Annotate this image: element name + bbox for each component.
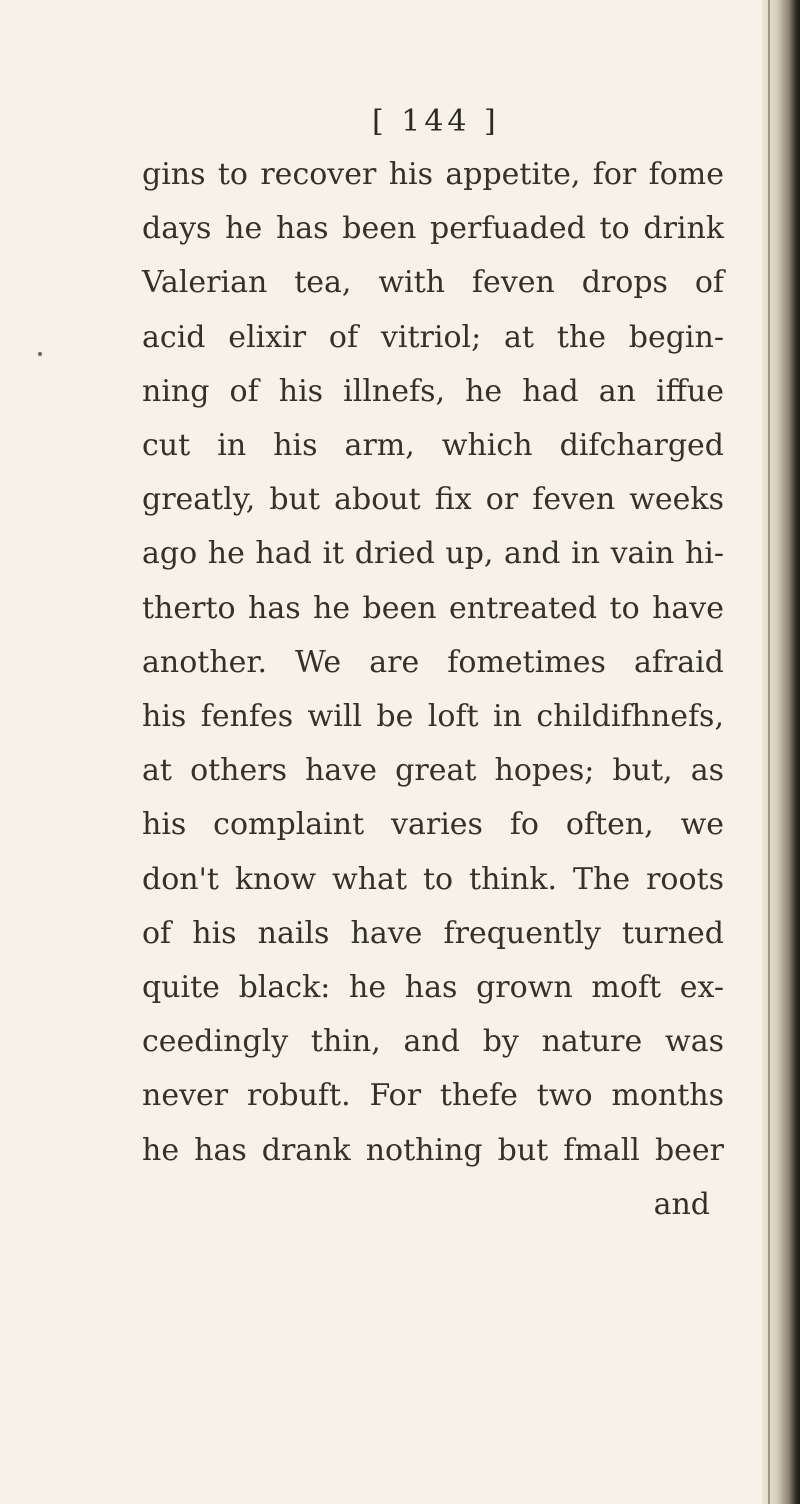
ink-speck bbox=[38, 352, 42, 356]
text-line: ning of his illnefs, he had an iffue bbox=[142, 373, 724, 409]
text-line: his complaint varies fo often, we bbox=[142, 807, 724, 843]
text-line: acid elixir of vitriol; at the begin- bbox=[142, 319, 724, 355]
text-line: greatly, but about fix or feven weeks bbox=[142, 482, 724, 518]
text-line: of his nails have frequently turned bbox=[142, 915, 724, 951]
catchword: and bbox=[653, 1186, 710, 1222]
page-number: [ 144 ] bbox=[372, 104, 500, 139]
text-line: therto has he been entreated to have bbox=[142, 590, 724, 626]
text-line: days he has been perfuaded to drink bbox=[142, 211, 724, 247]
text-line: his fenfes will be loft in childifhnefs, bbox=[142, 699, 724, 735]
page-edge-line bbox=[768, 0, 770, 1504]
body-text bbox=[142, 148, 724, 1232]
text-line: gins to recover his appetite, for fome bbox=[142, 157, 724, 192]
text-line: he has drank nothing but fmall beer bbox=[142, 1132, 724, 1168]
text-line: cut in his arm, which difcharged bbox=[142, 428, 724, 464]
text-line: ago he had it dried up, and in vain hi- bbox=[142, 536, 724, 572]
text-line: ceedingly thin, and by nature was bbox=[142, 1024, 724, 1060]
text-line: quite black: he has grown moft ex- bbox=[142, 970, 724, 1006]
text-line: don't know what to think. The roots bbox=[142, 861, 724, 897]
text-line: at others have great hopes; but, as bbox=[142, 753, 724, 789]
text-line: Valerian tea, with feven drops of bbox=[142, 265, 724, 301]
text-line: another. We are fometimes afraid bbox=[142, 644, 724, 680]
text-line: never robuft. For thefe two months bbox=[142, 1078, 724, 1114]
